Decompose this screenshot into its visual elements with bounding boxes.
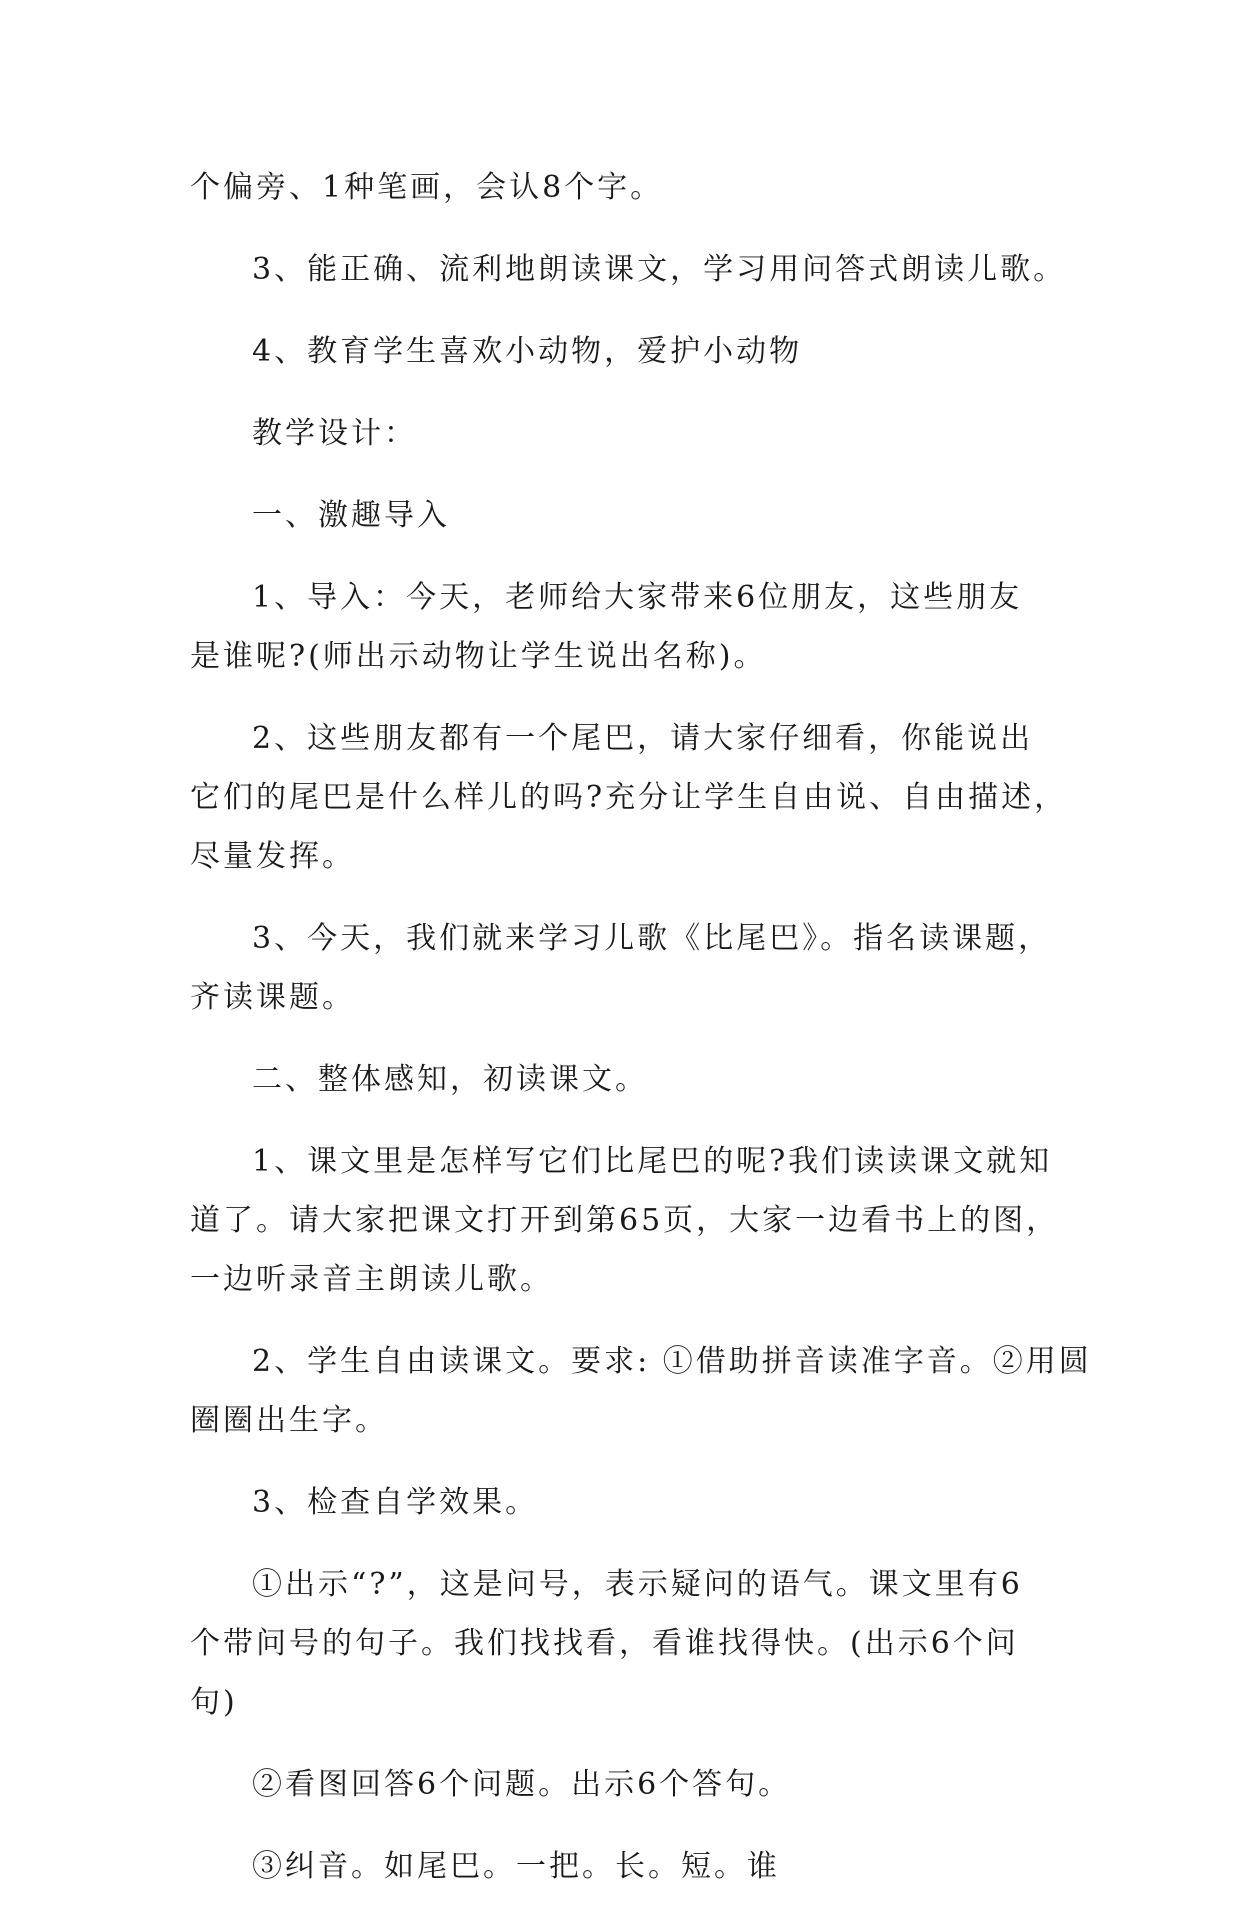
paragraph [190,486,1070,545]
paragraph [190,1132,1070,1309]
text-line: 道了。请大家把课文打开到第65页，大家一边看书上的图， [190,1203,1060,1238]
text-line: 教学设计： [252,416,417,451]
paragraph [190,1473,1070,1532]
text-line: ③纠音。如尾巴。一把。长。短。谁 [252,1849,780,1884]
text-line: 齐读课题。 [190,980,355,1015]
text-line: 是谁呢?(师出示动物让学生说出名称)。 [190,639,767,674]
text-line: ①出示“?”，这是问号，表示疑问的语气。课文里有6 [252,1567,1023,1602]
paragraph [190,709,1070,886]
paragraph [190,404,1070,463]
text-line: 3、今天，我们就来学习儿歌《比尾巴》。指名读课题， [252,921,1052,956]
text-line: 3、能正确、流利地朗读课文，学习用问答式朗读儿歌。 [252,252,1067,287]
paragraph [190,322,1070,381]
text-line: 一边听录音主朗读儿歌。 [190,1262,553,1297]
text-line: 一、激趣导入 [252,498,450,533]
paragraph [190,568,1070,686]
text-line: 尽量发挥。 [190,839,355,874]
paragraph [190,1555,1070,1732]
text-line: 4、教育学生喜欢小动物，爱护小动物 [252,334,803,369]
text-line: 二、整体感知，初读课文。 [252,1062,648,1097]
paragraph [190,1755,1070,1814]
text-line: 它们的尾巴是什么样儿的吗?充分让学生自由说、自由描述， [190,780,1068,815]
paragraph [190,240,1070,299]
text-line: 2、学生自由读课文。要求: ①借助拼音读准字音。②用圆 [252,1344,1092,1379]
text-line: 3、检查自学效果。 [252,1485,539,1520]
text-line: 1、课文里是怎样写它们比尾巴的呢?我们读读课文就知 [252,1144,1053,1179]
paragraph [190,1050,1070,1109]
paragraph [190,909,1070,1027]
paragraph [190,158,1070,217]
paragraph [190,1332,1092,1450]
text-line: 圈圈出生字。 [190,1403,388,1438]
text-line: 1、导入：今天，老师给大家带来6位朋友，这些朋友 [252,580,1023,615]
document-body [190,158,1092,1919]
text-line: 个带问号的句子。我们找找看，看谁找得快。(出示6个问 [190,1626,1019,1661]
paragraph [190,1837,1070,1896]
text-line: 句) [190,1685,238,1720]
text-line: 2、这些朋友都有一个尾巴，请大家仔细看，你能说出 [252,721,1034,756]
text-line: 个偏旁、1种笔画，会认8个字。 [190,170,664,205]
text-line: ②看图回答6个问题。出示6个答句。 [252,1767,792,1802]
